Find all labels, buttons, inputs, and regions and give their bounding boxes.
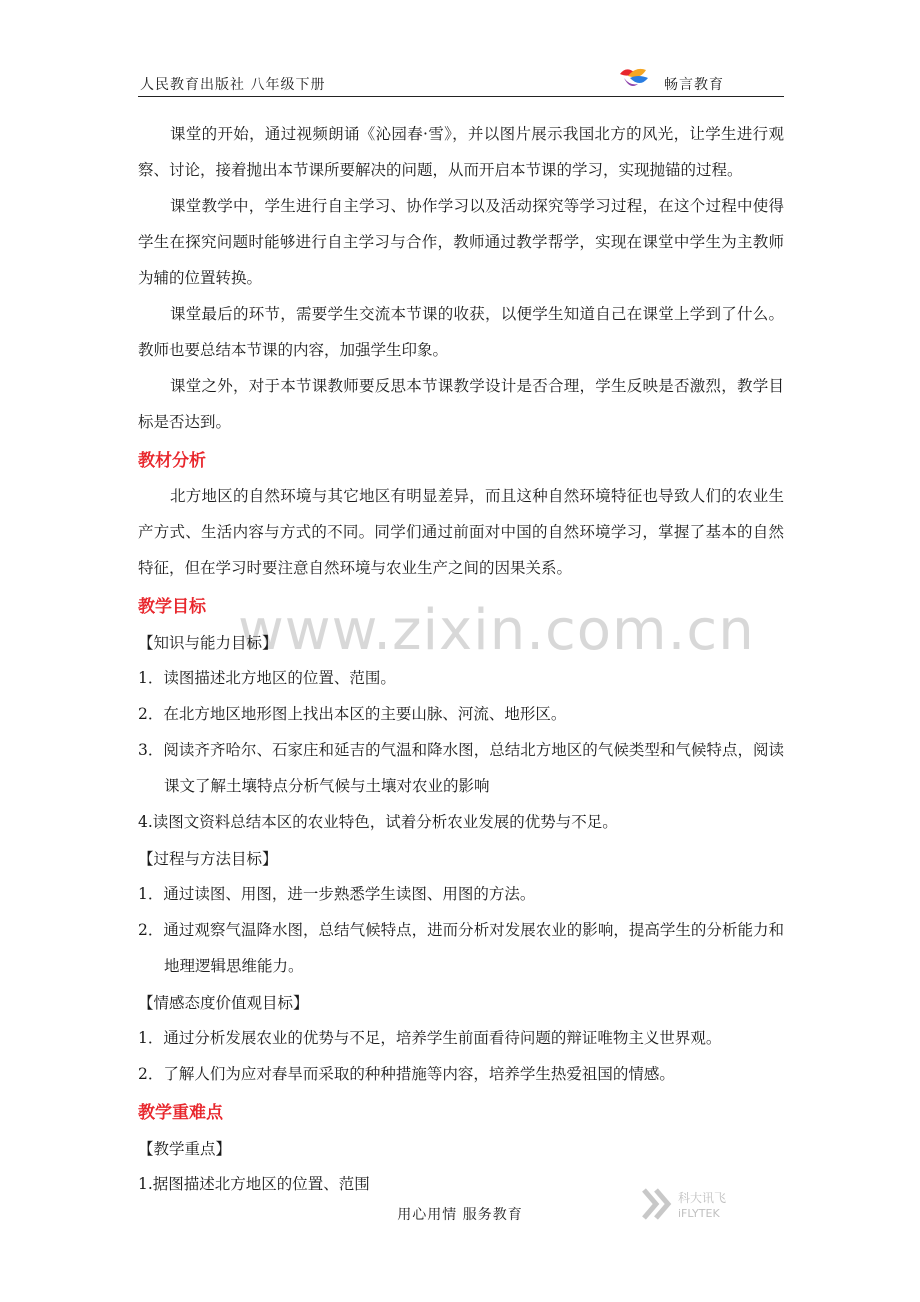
- list-item: 2．通过观察气温降水图，总结气候特点，进而分析对发展农业的影响，提高学生的分析能力和地理逻辑思维能力。: [138, 921, 784, 975]
- list-item: 1．读图描述北方地区的位置、范围。: [138, 669, 396, 687]
- page-footer: 用心用情 服务教育: [397, 1207, 523, 1223]
- list-item: 1．通过读图、用图，进一步熟悉学生读图、用图的方法。: [138, 885, 536, 903]
- emotion-goals-title: 【情感态度价值观目标】: [138, 994, 309, 1012]
- brand-name: 畅言教育: [664, 77, 724, 93]
- page-header: [138, 62, 784, 97]
- paragraph: 课堂最后的环节，需要学生交流本节课的收获，以便学生知道自己在课堂上学到了什么。教师也要总结本节课的内容，加强学生印象。: [138, 305, 784, 359]
- list-item: 3．阅读齐齐哈尔、石家庄和延吉的气温和降水图，总结北方地区的气候类型和气候特点，阅读课文了解土壤特点分析气候与土壤对农业的影响: [138, 741, 784, 795]
- watermark: www.zixin.com.cn: [238, 598, 755, 663]
- list-item: 2．了解人们为应对春旱而采取的种种措施等内容，培养学生热爱祖国的情感。: [138, 1065, 675, 1083]
- iflytek-cn-text: 科大讯飞: [678, 1191, 727, 1205]
- list-item: 4.读图文资料总结本区的农业特色，试着分析农业发展的优势与不足。: [138, 813, 618, 831]
- section-title-goals: 教学目标: [138, 597, 206, 617]
- document-body: [138, 116, 784, 1202]
- list-item: 1．通过分析发展农业的优势与不足，培养学生前面看待问题的辩证唯物主义世界观。: [138, 1029, 722, 1047]
- process-goals-title: 【过程与方法目标】: [138, 850, 278, 868]
- section-title-key-points: 教学重难点: [138, 1103, 223, 1123]
- list-item: 1.据图描述北方地区的位置、范围: [138, 1175, 370, 1193]
- list-item: 2．在北方地区地形图上找出本区的主要山脉、河流、地形区。: [138, 705, 567, 723]
- section-title-material: 教材分析: [138, 451, 206, 471]
- material-analysis-text: 北方地区的自然环境与其它地区有明显差异，而且这种自然环境特征也导致人们的农业生产方式、生活内容与方式的不同。同学们通过前面对中国的自然环境学习，掌握了基本的自然特征，但在学习时要注意自然环境与农业生产之间的因果关系。: [138, 487, 784, 577]
- key-points-subtitle: 【教学重点】: [138, 1140, 232, 1158]
- knowledge-goals-title: 【知识与能力目标】: [138, 634, 278, 652]
- paragraph: 课堂之外，对于本节课教师要反思本节课教学设计是否合理，学生反映是否激烈，教学目标是否达到。: [138, 377, 784, 431]
- publisher-label: 人民教育出版社 八年级下册: [140, 77, 326, 93]
- paragraph: 课堂的开始，通过视频朗诵《沁园春·雪》，并以图片展示我国北方的风光，让学生进行观察、讨论，接着抛出本节课所要解决的问题，从而开启本节课的学习，实现抛锚的过程。: [138, 125, 784, 179]
- iflytek-en-text: iFLYTEK: [678, 1207, 720, 1220]
- paragraph: 课堂教学中，学生进行自主学习、协作学习以及活动探究等学习过程，在这个过程中使得学生在探究问题时能够进行自主学习与合作，教师通过教学帮学，实现在课堂中学生为主教师为辅的位置转换。: [138, 197, 784, 287]
- changyan-bird-logo-icon: [618, 64, 652, 90]
